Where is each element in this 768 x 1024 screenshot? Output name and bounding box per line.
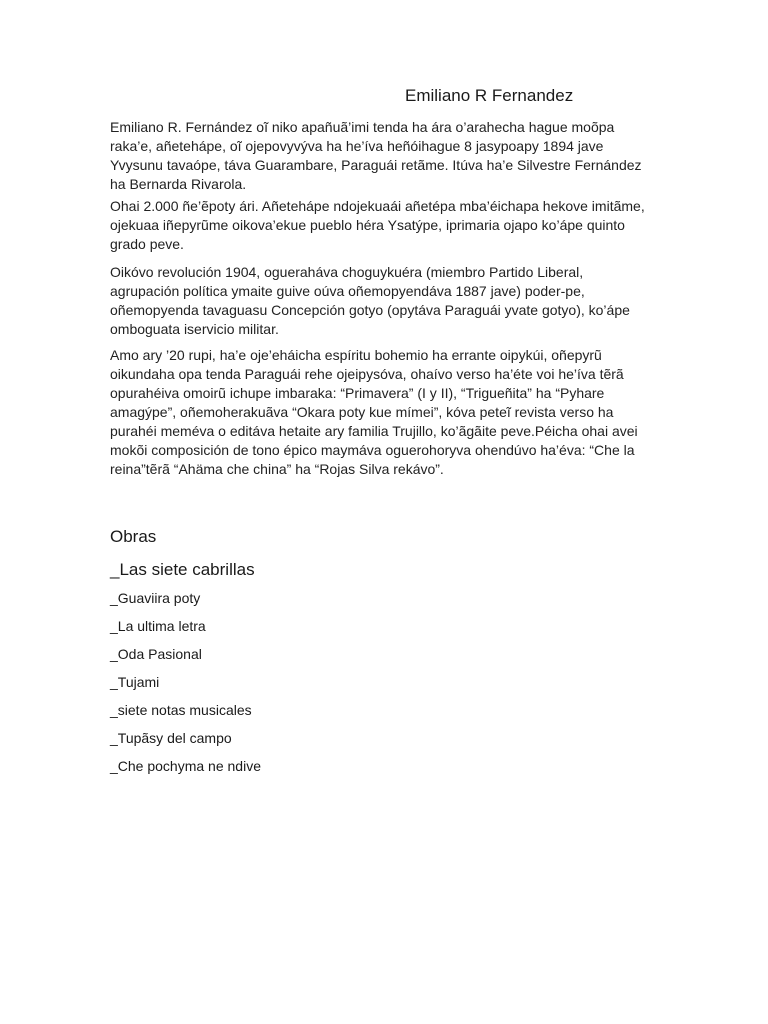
list-item: _Guaviira poty: [110, 590, 201, 606]
obras-heading: Obras: [110, 527, 157, 546]
document-title: Emiliano R Fernandez: [405, 86, 574, 105]
paragraph-bohemian: Amo ary ’20 rupi, ha’e oje’eháicha espíritu bohemio ha errante oipykúi, oñepyrũ oikundaha opa tenda Paraguái rehe ojeipysóva, ohaívo verso ha’éte voi he’íva tẽrã opurahéiva omoirũ ichupe imbaraka: “Primavera” (I y II), “Trigueñita” ha “Pyhare amagýpe”, oñemoherakuãva “Okara poty kue mímei”, kóva peteĩ revista verso ha purahéi meméva o editáva hetaite ary familia Trujillo, ko’ãgãite peve.Péicha ohai avei mokõi composición de tono épico maymáva oguerohoryva ohendúvo ha’éva: “Che la reina”tẽrã “Ahäma che china” ha “Rojas Silva rekávo”.: [110, 347, 638, 477]
paragraph-birth: Emiliano R. Fernández oĩ niko apañuã’imi tenda ha ára o’arahecha hague moõpa raka’e, añeteháре, oĩ ojepovyvýva ha he’íva heñóihague 8 jasypoapy 1894 jave Yvysunu tavaópe, táva Guarambare, Paraguái retãme. Itúva ha’e Silvestre Fernández ha Bernarda Rivarola.: [110, 119, 642, 192]
list-item: _Tupãsy del campo: [110, 730, 232, 746]
list-item: _Tujami: [110, 674, 160, 690]
paragraph-revolution: Oikóvo revolución 1904, ogueraháva choguykuéra (miembro Partido Liberal, agrupación política ymaite guive oúva oñemopyendáva 1887 jave) poder-pe, oñemopyenda tavaguasu Concepción gotyo (opytáva Paraguái yvate gotyo), ko’ápe omboguata iservicio militar.: [110, 264, 630, 337]
list-item: _Che pochyma ne ndive: [110, 758, 261, 774]
obras-list: [110, 590, 261, 786]
list-item: _La ultima letra: [110, 618, 206, 634]
list-item: _siete notas musicales: [110, 702, 252, 718]
paragraph-works: Ohai 2.000 ñe’ẽpoty ári. Añeteháре ndojekuaái añetépa mba’éichapa hekove imitãme, ojekuaa iñepyrũme oikova’ekue pueblo héra Ysatýpe, iprimaria ojapo ko’ápe quinto grado peve.: [110, 198, 645, 252]
obras-first-item: _Las siete cabrillas: [110, 560, 255, 579]
list-item: _Oda Pasional: [110, 646, 202, 662]
